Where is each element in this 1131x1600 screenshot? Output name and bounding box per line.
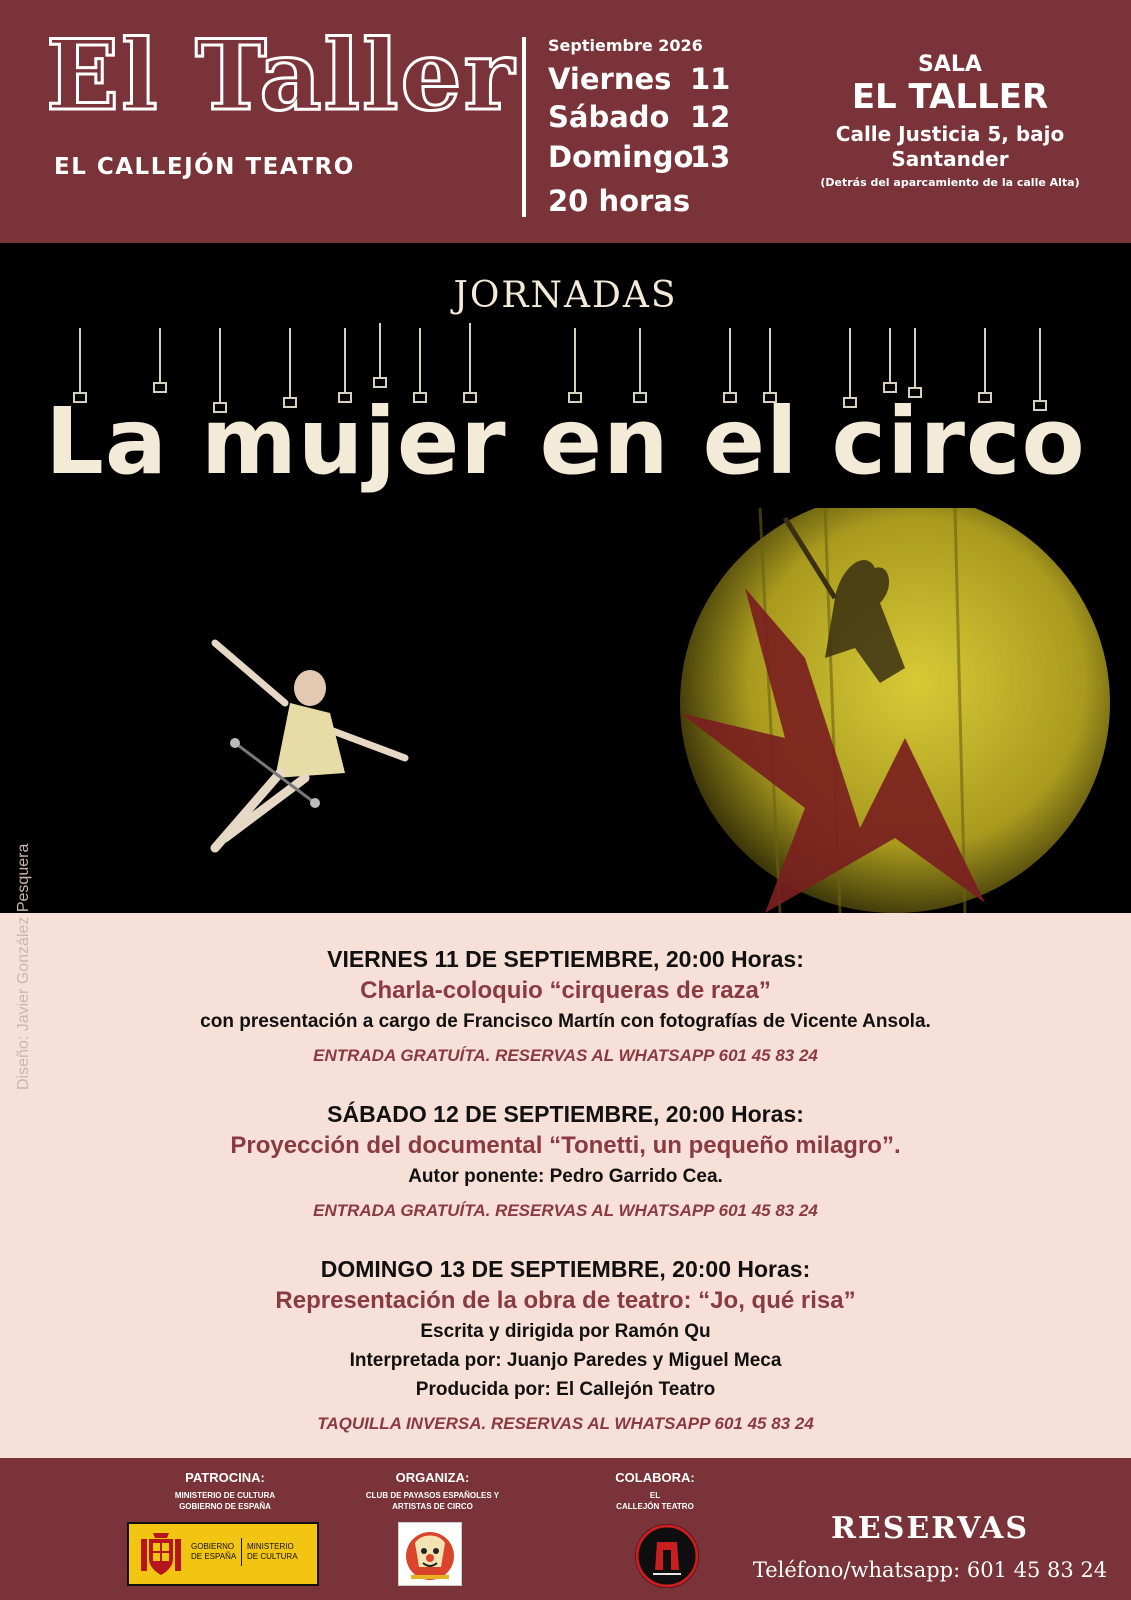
sponsor-desc: ARTISTAS DE CIRCO — [392, 1502, 473, 1511]
design-credit: Diseño: Javier González Pesquera — [15, 843, 32, 1090]
event-entry-info: ENTRADA GRATUÍTA. RESERVAS AL WHATSAPP 601 45 83 24 — [313, 1201, 818, 1220]
sponsor-role: PATROCINA: — [185, 1470, 265, 1485]
day-row-saturday — [548, 100, 730, 134]
event-detail: Autor ponente: Pedro Garrido Cea. — [408, 1166, 723, 1187]
day-row-friday — [548, 62, 730, 96]
day-number: 11 — [690, 62, 731, 96]
event-entry-info: ENTRADA GRATUÍTA. RESERVAS AL WHATSAPP 601 45 83 24 — [313, 1046, 818, 1065]
venue-address: Calle Justicia 5, bajo — [835, 122, 1065, 147]
program-section — [0, 913, 1131, 1458]
theatre-logo-icon — [635, 1524, 699, 1588]
reservas-label: RESERVAS — [830, 1511, 1030, 1546]
hero-title: La mujer en el circo — [45, 388, 1086, 495]
logo-divider — [241, 1538, 242, 1566]
sponsor-desc: CALLEJÓN TEATRO — [616, 1502, 694, 1511]
sponsor-colabora — [590, 1470, 720, 1512]
callejon-teatro-logo — [635, 1524, 699, 1588]
venue-note: (Detrás del aparcamiento de la calle Alta) — [820, 176, 1080, 190]
sponsor-desc: GOBIERNO DE ESPAÑA — [179, 1502, 271, 1511]
header — [0, 0, 1131, 243]
header-divider — [522, 37, 526, 217]
sponsor-desc: EL — [649, 1491, 661, 1500]
logo-title: El Taller — [46, 19, 517, 132]
day-name: Sábado — [548, 100, 670, 134]
day-number: 13 — [690, 140, 731, 174]
spain-coat-of-arms-icon — [139, 1531, 183, 1577]
logo-text-line: GOBIERNO — [191, 1542, 235, 1551]
sponsor-patrocina — [140, 1470, 310, 1512]
logo-text-line: MINISTERIO — [247, 1542, 294, 1551]
day-name: Domingo — [548, 140, 694, 174]
ministerio-logo-text — [191, 1542, 236, 1562]
event-detail: con presentación a cargo de Francisco Martín con fotografías de Vicente Ansola. — [200, 1011, 931, 1032]
sponsor-desc: CLUB DE PAYASOS ESPAÑOLES Y — [365, 1491, 500, 1500]
logo-subtitle: EL CALLEJÓN TEATRO — [54, 154, 355, 180]
day-row-sunday — [548, 140, 730, 174]
ministerio-cultura-logo — [127, 1522, 319, 1586]
jornadas-label: JORNADAS — [453, 275, 678, 316]
reservas-phone: Teléfono/whatsapp: 601 45 83 24 — [752, 1558, 1108, 1582]
sponsor-role: COLABORA: — [615, 1470, 695, 1485]
event-title: Charla-coloquio “cirqueras de raza” — [360, 977, 771, 1004]
event-date: DOMINGO 13 DE SEPTIEMBRE, 20:00 Horas: — [320, 1256, 811, 1282]
clown-mask-icon — [399, 1523, 461, 1585]
venue-kind: SALA — [918, 52, 982, 77]
event-sunday — [0, 1253, 1131, 1438]
ministerio-logo-text — [247, 1542, 298, 1562]
spotlight-star-image — [665, 508, 1131, 913]
event-detail: Interpretada por: Juanjo Paredes y Miguel Meca — [349, 1350, 782, 1371]
footer — [0, 1458, 1131, 1600]
event-saturday — [0, 1098, 1131, 1225]
event-date: VIERNES 11 DE SEPTIEMBRE, 20:00 Horas: — [327, 946, 804, 972]
event-entry-info: TAQUILLA INVERSA. RESERVAS AL WHATSAPP 601 45 83 24 — [317, 1414, 814, 1433]
event-detail: Producida por: El Callejón Teatro — [415, 1379, 716, 1400]
venue-name: EL TALLER — [851, 77, 1049, 118]
sponsor-role: ORGANIZA: — [395, 1470, 470, 1485]
event-detail: Escrita y dirigida por Ramón Qu — [420, 1321, 711, 1342]
hour-label: 20 horas — [548, 184, 691, 218]
venue-city: Santander — [891, 147, 1009, 172]
month-label: Septiembre 2026 — [548, 36, 703, 55]
day-name: Viernes — [548, 62, 672, 96]
acrobat-photo — [195, 633, 425, 863]
event-title: Proyección del documental “Tonetti, un pequeño milagro”. — [230, 1132, 901, 1159]
club-payasos-logo — [398, 1522, 462, 1586]
logo-text-line: DE ESPAÑA — [191, 1552, 237, 1561]
logo-text-line: DE CULTURA — [247, 1552, 298, 1561]
event-date: SÁBADO 12 DE SEPTIEMBRE, 20:00 Horas: — [327, 1101, 804, 1127]
day-number: 12 — [690, 100, 731, 134]
sponsor-desc: MINISTERIO DE CULTURA — [174, 1491, 276, 1500]
venue-block — [790, 52, 1110, 189]
hero-banner — [0, 243, 1131, 913]
sponsor-organiza — [340, 1470, 525, 1512]
event-friday — [0, 943, 1131, 1070]
event-title: Representación de la obra de teatro: “Jo, qué risa” — [275, 1287, 856, 1314]
